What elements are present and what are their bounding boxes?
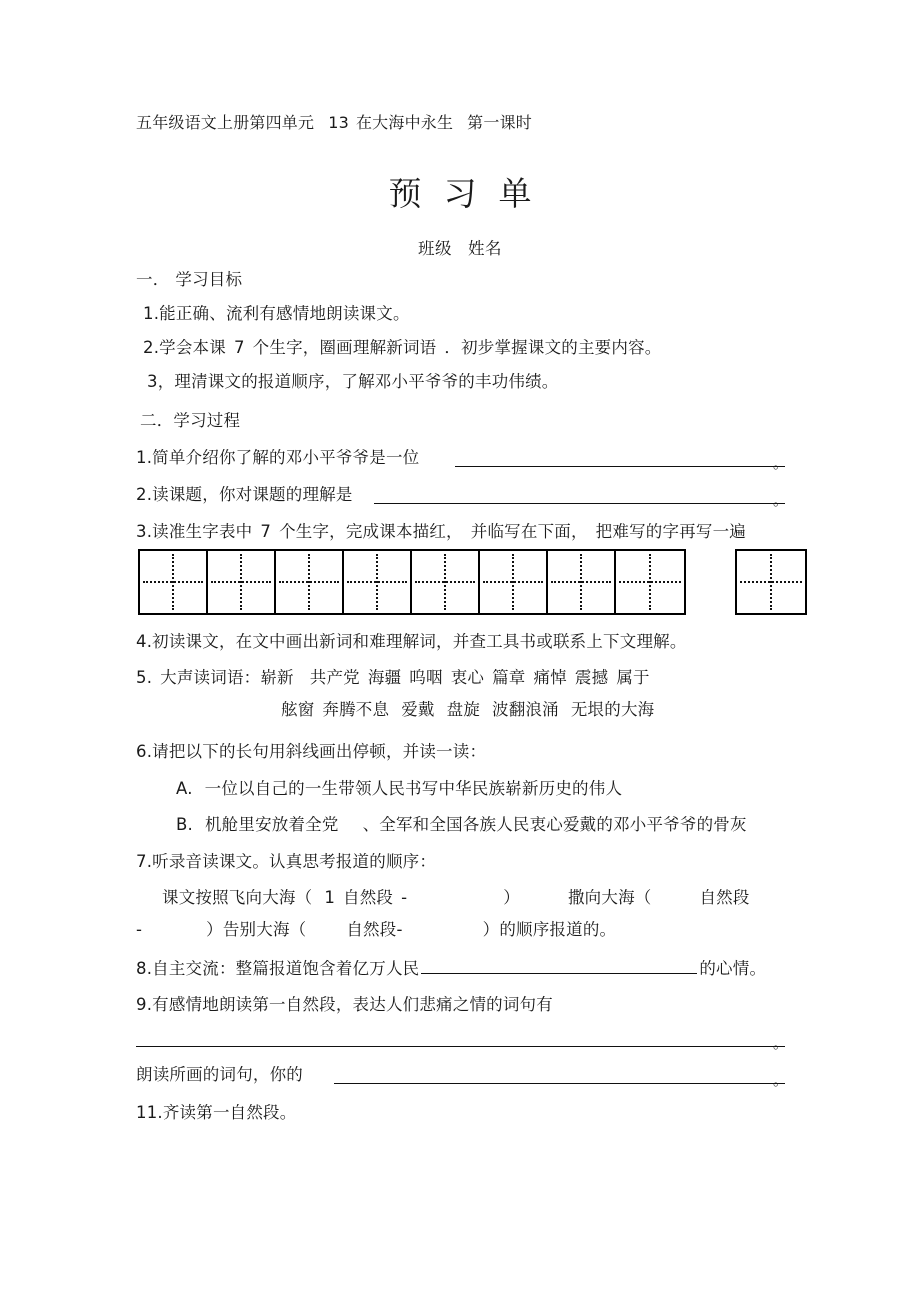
question-10-end-period: 。 — [773, 1071, 789, 1089]
objective-item-3 — [147, 372, 559, 392]
sequence-paragraph-number: 1 — [324, 888, 336, 907]
question-11-number: 11. — [136, 1103, 163, 1122]
question-3-number: 3. — [136, 522, 153, 541]
option-a-text: 一位以自己的一生带领人民书写中华民族崭新历史的伟人 — [204, 779, 623, 798]
grid-cell[interactable] — [616, 551, 684, 613]
question-9 — [136, 995, 553, 1015]
question-7-text: 听录音读课文。认真思考报道的顺序： — [152, 852, 437, 871]
question-3-text-b: 个生字，完成课本描红， — [279, 522, 463, 541]
sequence-text-f: ）告别大海（ — [206, 920, 307, 939]
header-period: 第一课时 — [467, 113, 532, 132]
question-6-number: 6. — [136, 742, 153, 761]
vocab-word: 舷窗 — [281, 700, 315, 719]
objective-1-text: 能正确、流利有感情地朗读课文。 — [159, 304, 410, 323]
vocab-word: 波翻浪涌 — [492, 700, 559, 719]
vocab-word: 震撼 — [574, 668, 609, 687]
question-5-number: 5. — [136, 668, 153, 687]
question-10-answer-blank[interactable] — [334, 1083, 785, 1084]
section-two-number: 二． — [140, 411, 174, 430]
question-2-text: 读课题，你对课题的理解是 — [152, 485, 353, 504]
character-grid-group-extra[interactable] — [735, 549, 807, 615]
question-6-option-a — [176, 779, 622, 799]
vocab-word: 属于 — [616, 668, 650, 687]
question-7 — [136, 852, 436, 872]
question-6 — [136, 742, 486, 762]
question-2 — [136, 485, 353, 505]
grid-cell[interactable] — [140, 551, 208, 613]
character-practice-grid[interactable] — [138, 549, 686, 615]
vocab-word: 共产党 — [309, 668, 360, 687]
question-8-number: 8. — [136, 959, 153, 978]
question-9-end-period: 。 — [773, 1034, 789, 1052]
question-3-text-d: 把难写的字再写一遍 — [595, 522, 746, 541]
question-7-sequence-line-1 — [162, 888, 750, 908]
question-11 — [136, 1103, 296, 1123]
student-info-line — [0, 235, 920, 259]
question-6-text: 请把以下的长句用斜线画出停顿，并读一读： — [152, 742, 487, 761]
question-1 — [136, 448, 419, 468]
vocab-word: 衷心 — [450, 668, 485, 687]
vocab-word: 篇章 — [492, 668, 526, 687]
option-b-text-a: 机舱里安放着全党 — [204, 815, 339, 834]
vocab-word: 海疆 — [367, 668, 402, 687]
question-8-text-a: 自主交流：整篇报道饱含着亿万人民 — [152, 959, 420, 978]
objective-item-2 — [143, 338, 661, 358]
vocab-word: 无垠的大海 — [570, 700, 655, 719]
question-4-text: 初读课文，在文中画出新词和难理解词，并查工具书或联系上下文理解。 — [152, 632, 687, 651]
question-9-answer-blank[interactable] — [136, 1046, 785, 1047]
vocab-word: 崭新 — [260, 668, 294, 687]
vocab-word: 痛悼 — [533, 668, 567, 687]
question-2-answer-blank[interactable] — [374, 503, 785, 504]
option-b-label: B. — [176, 815, 193, 834]
question-2-number: 2. — [136, 485, 153, 504]
question-5 — [136, 668, 650, 688]
vocab-word: 奔腾不息 — [322, 700, 390, 719]
question-8-text-b: 的心情。 — [699, 959, 767, 978]
sequence-text-d: 撒向大海（ — [567, 888, 652, 907]
objective-item-1 — [143, 304, 410, 324]
header-lesson-number: 13 — [328, 113, 349, 132]
page-title: 预习单 — [388, 174, 554, 213]
grid-cell[interactable] — [412, 551, 480, 613]
sequence-text-g: 自然段 — [346, 920, 397, 939]
grid-cell[interactable] — [737, 551, 805, 613]
section-one-heading — [136, 270, 242, 290]
question-1-text: 简单介绍你了解的邓小平爷爷是一位 — [152, 448, 420, 467]
question-1-number: 1. — [136, 448, 153, 467]
question-6-option-b — [176, 815, 747, 835]
vocab-word: 盘旋 — [446, 700, 481, 719]
question-5-label: 大声读词语： — [160, 668, 261, 687]
section-one-label: 学习目标 — [175, 270, 243, 289]
class-label: 班级 — [418, 239, 452, 258]
question-4-number: 4. — [136, 632, 153, 651]
question-3-text-a: 读准生字表中 — [152, 522, 253, 541]
header-lesson-title: 在大海中永生 — [355, 113, 454, 132]
question-3-text-c: 并临写在下面， — [470, 522, 588, 541]
sequence-dash: - — [396, 920, 403, 939]
sequence-text-a: 课文按照飞向大海（ — [162, 888, 313, 907]
question-1-answer-blank[interactable] — [455, 466, 785, 467]
sequence-dash: - — [401, 888, 408, 907]
question-7-sequence-line-2 — [136, 920, 616, 940]
question-7-number: 7. — [136, 852, 153, 871]
objective-2-count: 7 — [233, 338, 245, 357]
question-8-answer-blank[interactable] — [421, 958, 697, 974]
question-9-number: 9. — [136, 995, 153, 1014]
section-one-number: 一． — [136, 270, 170, 289]
vocab-word: 爱戴 — [401, 700, 435, 719]
question-8 — [136, 958, 766, 979]
question-3 — [136, 522, 746, 542]
option-b-text-b: 、全军和全国各族人民衷心爱戴的邓小平爷爷的骨灰 — [362, 815, 747, 834]
sequence-dash: - — [136, 920, 143, 939]
sequence-text-c: ） — [503, 888, 520, 907]
objective-2-number: 2. — [143, 338, 160, 357]
question-4 — [136, 632, 687, 652]
objective-3-number: 3， — [147, 372, 175, 391]
sequence-text-e: 自然段 — [699, 888, 750, 907]
grid-cell[interactable] — [548, 551, 616, 613]
sequence-text-h: ）的顺序报道的。 — [482, 920, 617, 939]
document-header — [136, 113, 532, 133]
objective-2-text-b: 个生字，圈画理解新词语 — [252, 338, 437, 357]
objective-2-text-c: ．初步掌握课文的主要内容。 — [444, 338, 662, 357]
objective-3-text: 理清课文的报道顺序，了解邓小平爷爷的丰功伟绩。 — [174, 372, 559, 391]
question-1-end-period: 。 — [773, 454, 789, 472]
question-2-end-period: 。 — [773, 491, 789, 509]
question-10-text: 朗读所画的词句，你的 — [136, 1065, 303, 1084]
section-two-heading — [140, 411, 240, 431]
sequence-text-b: 自然段 — [343, 888, 394, 907]
question-3-count: 7 — [260, 522, 272, 541]
vocab-word: 呜咽 — [409, 668, 443, 687]
section-two-label: 学习过程 — [173, 411, 241, 430]
character-grid-group-main[interactable] — [138, 549, 686, 615]
question-10 — [136, 1065, 303, 1085]
question-9-text: 有感情地朗读第一自然段，表达人们悲痛之情的词句有 — [152, 995, 553, 1014]
name-label: 姓名 — [468, 239, 502, 258]
question-11-text: 齐读第一自然段。 — [162, 1103, 297, 1122]
grid-cell[interactable] — [208, 551, 276, 613]
grid-cell[interactable] — [480, 551, 548, 613]
objective-1-number: 1. — [143, 304, 160, 323]
question-5-line-2 — [281, 700, 654, 720]
option-a-label: A. — [176, 779, 193, 798]
header-unit-label: 五年级语文上册第四单元 — [136, 113, 315, 132]
grid-cell[interactable] — [344, 551, 412, 613]
grid-cell[interactable] — [276, 551, 344, 613]
objective-2-text-a: 学会本课 — [159, 338, 226, 357]
